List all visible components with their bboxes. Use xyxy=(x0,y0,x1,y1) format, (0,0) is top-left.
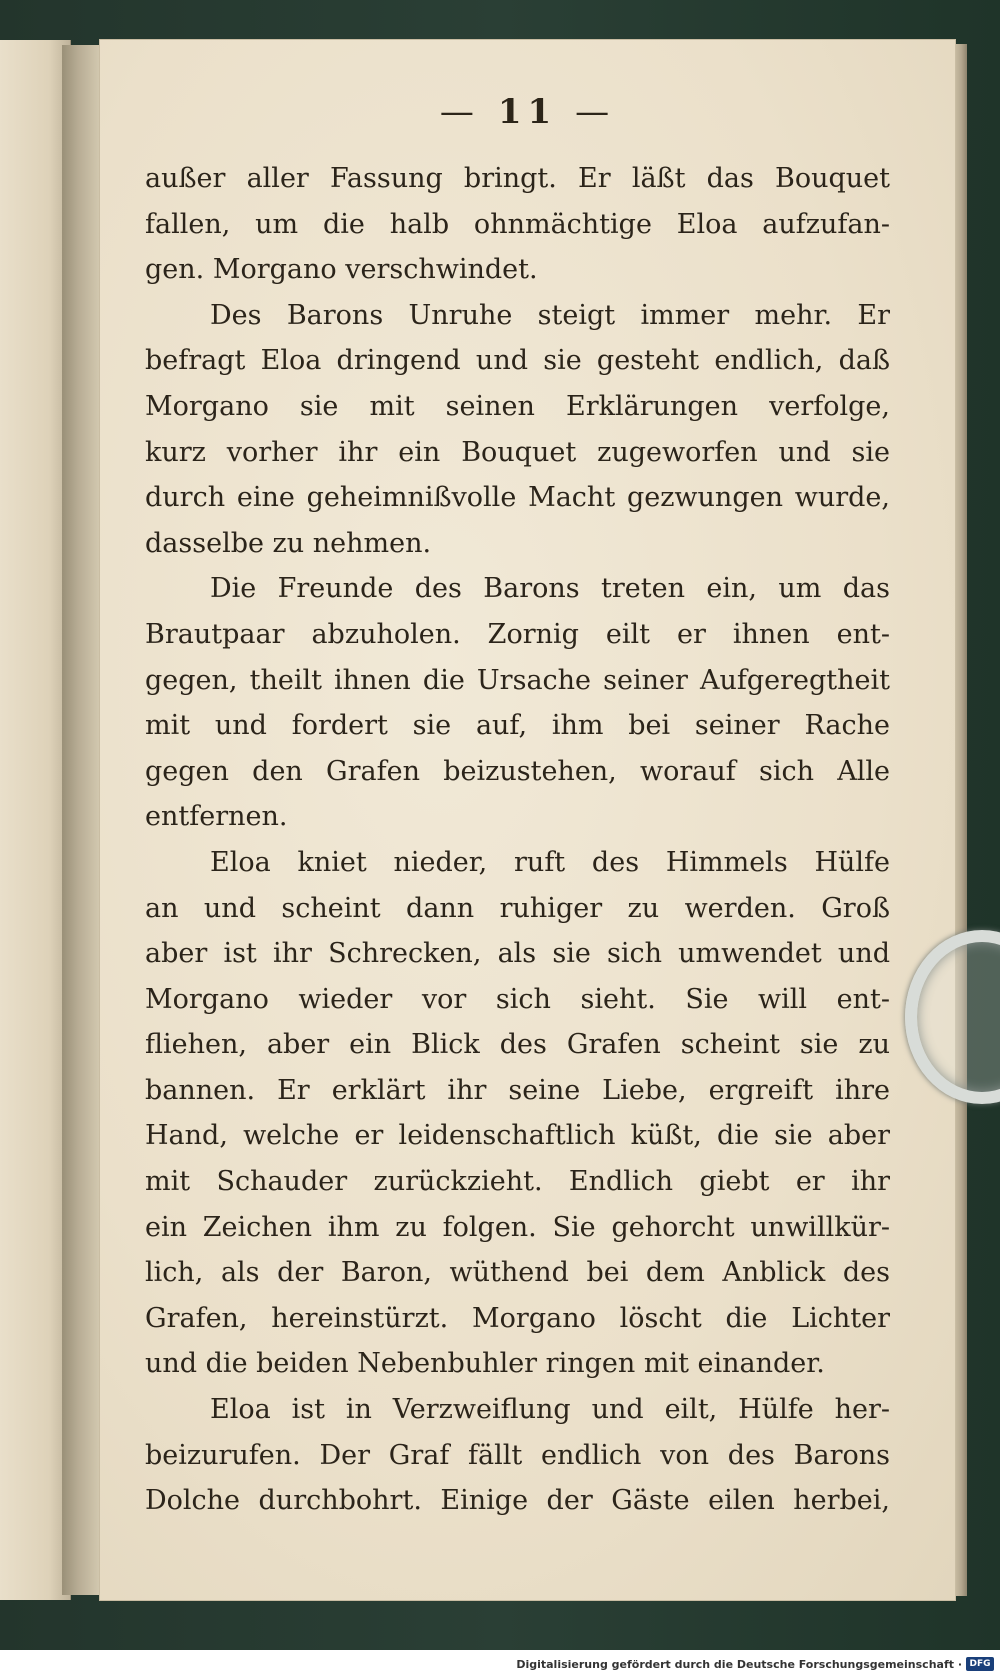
text-line: dasselbe zu nehmen. xyxy=(145,527,432,559)
text-line: kurz vorher ihr ein Bouquet zugeworfen und sie xyxy=(145,436,890,468)
text-line: fliehen, aber ein Blick des Grafen scheint sie zu xyxy=(145,1029,890,1061)
text-line: ein Zeichen ihm zu folgen. Sie gehorcht unwillkür- xyxy=(145,1211,890,1243)
text-line: aber ist ihr Schrecken, als sie sich umwendet und xyxy=(145,938,890,970)
text-line: mit und fordert sie auf, ihm bei seiner Rache xyxy=(145,710,890,742)
text-line: Eloa ist in Verzweiflung und eilt, Hülfe her- xyxy=(210,1394,890,1426)
page-body-text xyxy=(145,156,890,1524)
text-line: außer aller Fassung bringt. Er läßt das Bouquet xyxy=(145,163,890,194)
text-line: mit Schauder zurückzieht. Endlich giebt er ihr xyxy=(145,1166,890,1198)
text-line: bannen. Er erklärt ihr seine Liebe, ergreift ihre xyxy=(145,1074,890,1106)
text-line: Dolche durchbohrt. Einige der Gäste eilen herbei, xyxy=(145,1485,890,1517)
page-gutter-shadow xyxy=(62,45,104,1595)
text-line: durch eine geheimnißvolle Macht gezwungen wurde, xyxy=(145,482,890,514)
text-line: gen. Morgano verschwindet. xyxy=(145,254,538,286)
text-line: Brautpaar abzuholen. Zornig eilt er ihnen ent- xyxy=(145,618,890,650)
header-dash-left: — xyxy=(439,92,480,132)
text-line: Eloa kniet nieder, ruft des Himmels Hülfe xyxy=(210,846,890,878)
text-line: gegen den Grafen beizustehen, worauf sich Alle xyxy=(145,755,890,787)
text-line: Hand, welche er leidenschaftlich küßt, die sie aber xyxy=(145,1120,890,1152)
text-line: gegen, theilt ihnen die Ursache seiner Aufgeregtheit xyxy=(145,664,890,696)
page-number: 11 xyxy=(497,92,558,132)
text-line: und die beiden Nebenbuhler ringen mit einander. xyxy=(145,1348,825,1380)
previous-page-edge xyxy=(0,40,71,1600)
text-line: Des Barons Unruhe steigt immer mehr. Er xyxy=(210,299,890,331)
text-line: Morgano wieder vor sich sieht. Sie will ent- xyxy=(145,983,890,1015)
text-line: lich, als der Baron, wüthend bei dem Anblick des xyxy=(145,1257,890,1289)
page-stack-edge xyxy=(953,44,967,1596)
dfg-logo: DFG xyxy=(966,1657,994,1671)
text-line: fallen, um die halb ohnmächtige Eloa aufzufan- xyxy=(145,208,890,240)
page-header xyxy=(100,92,955,132)
text-line: entfernen. xyxy=(145,801,288,833)
footer-bar xyxy=(0,1650,1000,1680)
text-line: an und scheint dann ruhiger zu werden. Groß xyxy=(145,892,890,924)
digitization-credit: Digitalisierung gefördert durch die Deutsche Forschungsgemeinschaft · xyxy=(516,1658,962,1671)
text-line: Morgano sie mit seinen Erklärungen verfolge, xyxy=(145,390,890,422)
text-line: Die Freunde des Barons treten ein, um das xyxy=(210,573,890,605)
text-line: beizurufen. Der Graf fällt endlich von des Barons xyxy=(145,1439,890,1471)
text-line: Grafen, hereinstürzt. Morgano löscht die Lichter xyxy=(145,1302,890,1334)
text-line: befragt Eloa dringend und sie gesteht endlich, daß xyxy=(145,345,890,377)
header-dash-right: — xyxy=(575,92,616,132)
